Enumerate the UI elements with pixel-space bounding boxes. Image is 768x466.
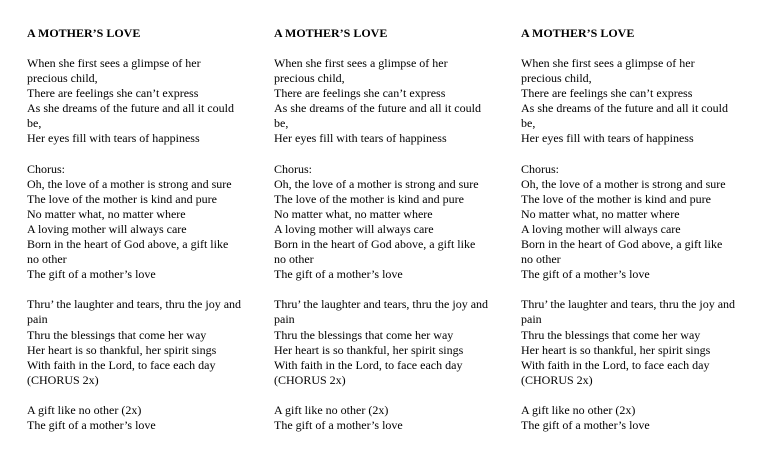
chorus (274, 162, 506, 283)
lyrics-column-2 (274, 26, 506, 433)
lyric-line: The gift of a mother’s love (274, 417, 403, 432)
lyric-line: Born in the heart of God above, a gift like (521, 237, 723, 252)
lyric-line: The gift of a mother’s love (521, 417, 650, 432)
lyric-line: Her heart is so thankful, her spirit sings (521, 342, 711, 357)
lyric-line: As she dreams of the future and all it could (521, 101, 728, 116)
lyric-line: be, (521, 116, 536, 131)
song-title: A MOTHER’S LOVE (521, 26, 635, 40)
lyric-line: A loving mother will always care (274, 221, 434, 236)
lyric-line: A loving mother will always care (27, 221, 187, 236)
lyric-line: Oh, the love of a mother is strong and sure (521, 176, 726, 191)
lyric-line: Her eyes fill with tears of happiness (27, 131, 200, 146)
lyric-line: A loving mother will always care (521, 221, 681, 236)
lyric-line: Thru the blessings that come her way (274, 327, 454, 342)
lyric-line: With faith in the Lord, to face each day (521, 357, 710, 372)
lyric-line: Her heart is so thankful, her spirit sings (274, 342, 464, 357)
lyrics-column-1 (27, 26, 259, 433)
lyric-line: There are feelings she can’t express (27, 86, 199, 101)
lyric-line: pain (27, 312, 48, 327)
lyric-line: When she first sees a glimpse of her (521, 56, 695, 70)
lyric-line: Thru’ the laughter and tears, thru the joy and (27, 297, 242, 312)
chorus-label: Chorus: (27, 161, 66, 176)
lyric-line: Thru’ the laughter and tears, thru the joy and (274, 297, 489, 312)
lyric-line: no other (274, 252, 314, 267)
lyric-line: There are feelings she can’t express (521, 86, 693, 101)
lyric-line: With faith in the Lord, to face each day (274, 357, 463, 372)
lyric-line: Oh, the love of a mother is strong and sure (274, 176, 479, 191)
verse-2 (521, 297, 753, 388)
lyric-line: Oh, the love of a mother is strong and sure (27, 176, 232, 191)
verse-2 (274, 297, 506, 388)
lyric-line: Thru’ the laughter and tears, thru the joy and (521, 297, 736, 312)
lyric-line: pain (521, 312, 542, 327)
lyric-line: precious child, (274, 71, 345, 86)
lyric-line: Her heart is so thankful, her spirit sings (27, 342, 217, 357)
chorus (521, 162, 753, 283)
lyric-line: Born in the heart of God above, a gift like (274, 237, 476, 252)
chorus-repeat-note: (CHORUS 2x) (274, 372, 346, 387)
lyric-line: As she dreams of the future and all it could (27, 101, 234, 116)
lyric-line: The gift of a mother’s love (27, 267, 156, 282)
lyric-line: When she first sees a glimpse of her (274, 56, 448, 70)
lyric-line: be, (274, 116, 289, 131)
verse-1 (521, 56, 753, 147)
lyric-line: A gift like no other (2x) (27, 402, 142, 417)
lyric-line: precious child, (27, 71, 98, 86)
lyric-line: No matter what, no matter where (274, 206, 433, 221)
song-title: A MOTHER’S LOVE (27, 26, 141, 40)
lyric-line: Her eyes fill with tears of happiness (521, 131, 694, 146)
verse-1 (27, 56, 259, 147)
lyric-line: A gift like no other (2x) (274, 402, 389, 417)
ending (521, 403, 753, 433)
lyric-line: Her eyes fill with tears of happiness (274, 131, 447, 146)
lyric-line: A gift like no other (2x) (521, 402, 636, 417)
chorus (27, 162, 259, 283)
lyric-line: The gift of a mother’s love (521, 267, 650, 282)
song-title: A MOTHER’S LOVE (274, 26, 388, 40)
chorus-label: Chorus: (521, 161, 560, 176)
ending (27, 403, 259, 433)
lyrics-column-3 (521, 26, 753, 433)
lyric-line: The love of the mother is kind and pure (274, 191, 464, 206)
verse-1 (274, 56, 506, 147)
lyric-line: be, (27, 116, 42, 131)
chorus-repeat-note: (CHORUS 2x) (521, 372, 593, 387)
lyric-line: No matter what, no matter where (521, 206, 680, 221)
lyric-line: no other (27, 252, 67, 267)
lyric-line: When she first sees a glimpse of her (27, 56, 201, 70)
lyric-line: Born in the heart of God above, a gift like (27, 237, 229, 252)
lyric-line: precious child, (521, 71, 592, 86)
lyric-line: There are feelings she can’t express (274, 86, 446, 101)
chorus-label: Chorus: (274, 161, 313, 176)
chorus-repeat-note: (CHORUS 2x) (27, 372, 99, 387)
lyric-line: No matter what, no matter where (27, 206, 186, 221)
lyric-line: Thru the blessings that come her way (27, 327, 207, 342)
verse-2 (27, 297, 259, 388)
lyric-line: With faith in the Lord, to face each day (27, 357, 216, 372)
lyric-line: pain (274, 312, 295, 327)
lyric-line: Thru the blessings that come her way (521, 327, 701, 342)
lyric-line: The love of the mother is kind and pure (27, 191, 217, 206)
ending (274, 403, 506, 433)
lyric-line: The love of the mother is kind and pure (521, 191, 711, 206)
lyric-line: no other (521, 252, 561, 267)
lyric-line: The gift of a mother’s love (27, 417, 156, 432)
lyric-line: As she dreams of the future and all it could (274, 101, 481, 116)
lyric-line: The gift of a mother’s love (274, 267, 403, 282)
